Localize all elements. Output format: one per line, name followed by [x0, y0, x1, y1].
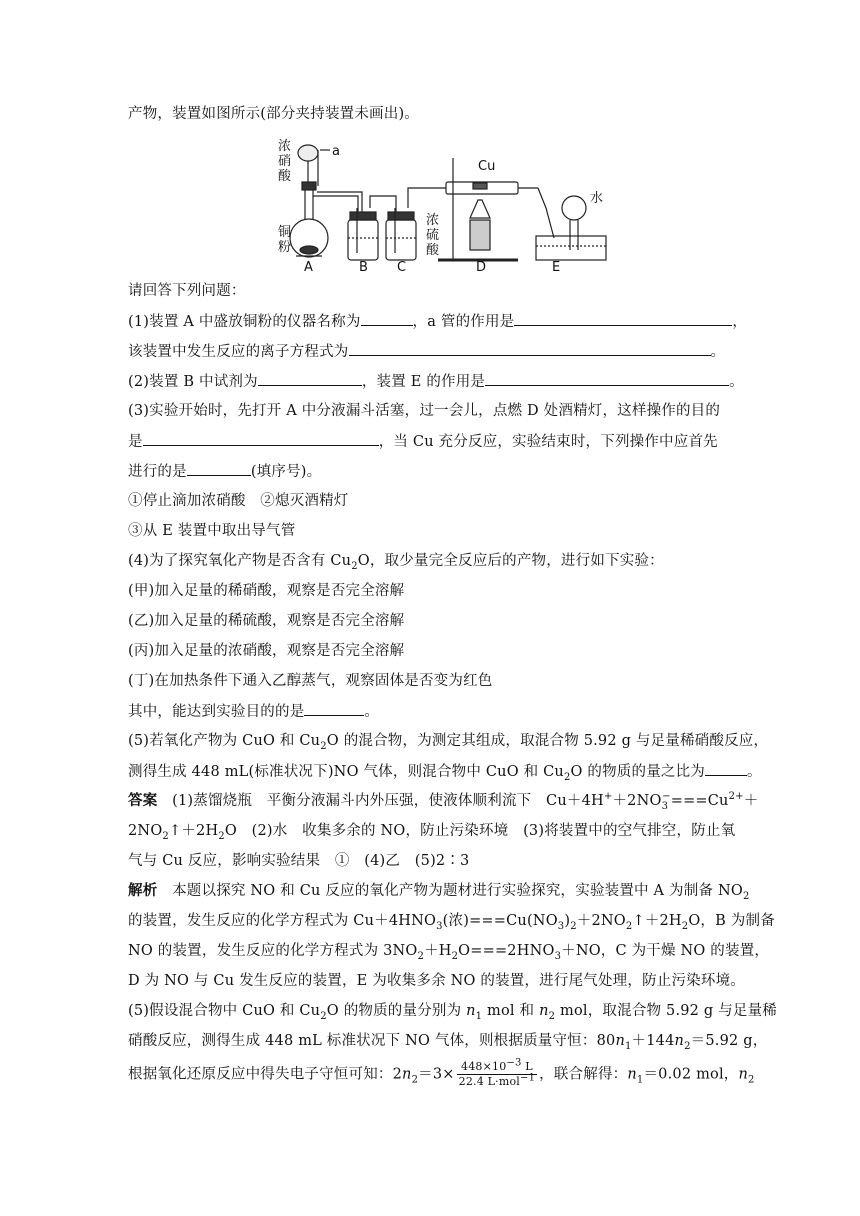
label-C: C	[397, 260, 407, 273]
q4-option-bing: (丙)加入足量的浓硝酸，观察是否完全溶解	[128, 643, 405, 659]
analysis-line2: 的装置，发生反应的化学方程式为 $Cu+4HNO_3$(浓)$===Cu(NO_3)_2+2NO_2↑+2H_2O$，B 为制备	[128, 913, 775, 932]
blank	[187, 460, 251, 476]
label-xiao: 硝	[278, 154, 292, 169]
label-suan2: 酸	[426, 243, 440, 258]
answer-line2: $2NO_2↑+2H_2O$ (2)水 收集多余的 NO，防止污染环境 (3)将装置中的空气排空，防止氧	[128, 823, 736, 842]
q5-line1: (5)若氧化产物为 CuO 和 $Cu_2O$ 的混合物，为测定其组成，取混合物 5.92 g 与足量稀硝酸反应，	[128, 733, 769, 752]
blank	[349, 340, 711, 356]
q3-options-1-2: ①停止滴加浓硝酸 ②熄灭酒精灯	[128, 493, 349, 509]
label-tong: 铜	[278, 225, 292, 240]
q3-line2: 是 ，当 Cu 充分反应，实验结束时，下列操作中应首先	[128, 430, 718, 453]
q1-line1: (1)装置 A 中盛放铜粉的仪器名称为 ，a 管的作用是 ，	[128, 310, 747, 333]
blank	[304, 700, 364, 716]
analysis-label: 解析	[128, 882, 158, 899]
analysis-line3: NO 的装置，发生反应的化学方程式为 $3NO_2+H_2O===2HNO_3+NO$，C 为干燥 NO 的装置，	[128, 943, 770, 962]
q3-line3: 进行的是 (填序号)。	[128, 460, 321, 483]
blank	[514, 310, 732, 326]
label-liu: 硫	[426, 228, 440, 243]
answer-label: 答案	[128, 792, 158, 809]
intro-text: 产物，装置如图所示(部分夹持装置未画出)。	[128, 106, 420, 122]
analysis-line5: (5)假设混合物中 CuO 和 $Cu_2O$ 的物质的量分别为 $n_1$ mol 和 $n_2$ mol，取混合物 5.92 g 与足量稀	[128, 1003, 778, 1022]
label-cu: Cu	[478, 159, 496, 174]
q2-line: (2)装置 B 中试剂为 ，装置 E 的作用是 。	[128, 370, 744, 393]
label-A: A	[304, 260, 313, 273]
q3-line1: (3)实验开始时，先打开 A 中分液漏斗活塞，过一会儿，点燃 D 处酒精灯，这样操作的目的	[128, 403, 721, 419]
label-nong: 浓	[278, 139, 292, 154]
q4-option-ding: (丁)在加热条件下通入乙醇蒸气，观察固体是否变为红色	[128, 673, 493, 689]
analysis-line6: 硝酸反应，测得生成 448 mL 标准状况下 NO 气体，则根据质量守恒：$80n_1+144n_2=5.92$ g，	[128, 1033, 768, 1052]
q3-option-3: ③从 E 装置中取出导气管	[128, 523, 296, 539]
blank	[143, 430, 379, 446]
label-nong2: 浓	[426, 213, 440, 228]
prompt-text: 请回答下列问题：	[128, 283, 246, 299]
blank	[705, 760, 747, 776]
q5-line2: 测得生成 448 mL(标准状况下)NO 气体，则混合物中 CuO 和 $Cu_2O$ 的物质的量之比为 。	[128, 760, 762, 783]
analysis-line7: 根据氧化还原反应中得失电子守恒可知：$2n_2=3\times$ $\frac{448\times 10^{-3} L}{22.4 L\cdot mol^{-1}}$ ，联合解得：$n_1=0.02$ mol，$n_2$	[128, 1057, 755, 1088]
answer-line1: 答案 (1)蒸馏烧瓶 平衡分液漏斗内外压强，使液体顺利流下 $Cu+4H^++2NO_3^-===Cu^{2+}+$	[128, 791, 759, 812]
label-B: B	[359, 260, 368, 273]
q4-option-jia: (甲)加入足量的稀硝酸，观察是否完全溶解	[128, 583, 405, 599]
blank	[485, 370, 729, 386]
analysis-line1: 解析 本题以探究 NO 和 Cu 反应的氧化产物为题材进行实验探究，实验装置中 A 为制备 $NO_2$	[128, 882, 750, 902]
label-E: E	[552, 260, 561, 273]
answer-line3: 气与 Cu 反应，影响实验结果 ① (4)乙 (5)2∶3	[128, 853, 470, 869]
fraction: $\frac{448\times 10^{-3} L}{22.4 L\cdot mol^{-1}}$	[458, 1057, 536, 1088]
q4-option-yi: (乙)加入足量的稀硫酸，观察是否完全溶解	[128, 613, 405, 629]
label-suan: 酸	[278, 169, 292, 184]
q4-line1: (4)为了探究氧化产物是否含有 $Cu_2O$，取少量完全反应后的产物，进行如下实验：	[128, 553, 664, 572]
label-fen: 粉	[278, 240, 292, 255]
apparatus-figure	[278, 138, 618, 273]
label-shui: 水	[590, 191, 604, 206]
q1-line2: 该装置中发生反应的离子方程式为 。	[128, 340, 725, 363]
label-a: a	[332, 144, 340, 159]
analysis-line4: D 为 NO 与 Cu 发生反应的装置，E 为收集多余 NO 的装置，进行尾气处理，防止污染环境。	[128, 973, 745, 989]
label-D: D	[476, 260, 487, 273]
blank	[361, 310, 413, 326]
blank	[258, 370, 362, 386]
q4-end: 其中，能达到实验目的的是 。	[128, 700, 379, 723]
